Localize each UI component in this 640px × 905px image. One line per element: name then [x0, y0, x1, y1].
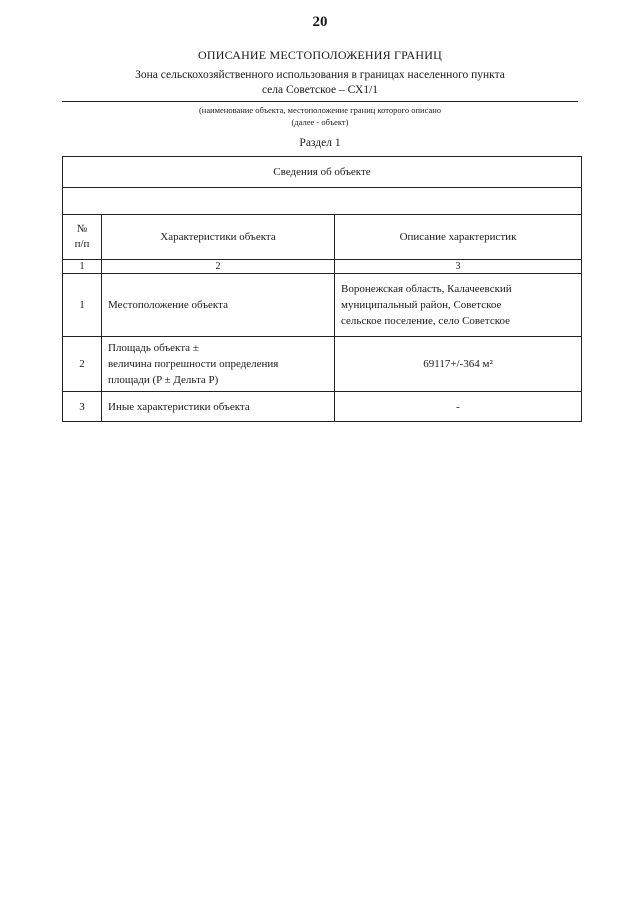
description-line: сельское поселение, село Советское	[341, 315, 511, 327]
col-header-description: Описание характеристик	[335, 215, 582, 260]
col-header-characteristics: Характеристики объекта	[102, 215, 335, 260]
characteristic-line: Площадь объекта ±	[108, 342, 199, 354]
col-header-number	[63, 215, 102, 260]
table-blank-row	[63, 188, 582, 215]
object-info-table	[62, 156, 582, 422]
description-line: муниципальный район, Советское	[341, 299, 502, 311]
characteristic-line: площади (P ± Дельта P)	[108, 374, 219, 386]
row-characteristic: Местоположение объекта	[102, 274, 335, 337]
table-row	[63, 392, 582, 422]
description-line: Воронежская область, Калачеевский	[341, 283, 512, 295]
characteristic-line: величина погрешности определения	[108, 358, 279, 370]
row-characteristic	[102, 337, 335, 392]
caption-line-1: (наименование объекта, местоположение границ которого описано	[198, 105, 442, 115]
row-number: 3	[63, 392, 102, 422]
table-row	[63, 337, 582, 392]
row-description	[335, 274, 582, 337]
column-number-2: 2	[102, 260, 335, 274]
document-subtitle	[62, 68, 578, 98]
subtitle-line-1: Зона сельскохозяйственного использования в границах населенного пункта	[135, 69, 505, 81]
row-number: 1	[63, 274, 102, 337]
row-description: 69117+/-364 м²	[335, 337, 582, 392]
table-header-row	[63, 215, 582, 260]
col-header-number-line-2: п/п	[74, 238, 90, 250]
row-characteristic: Иные характеристики объекта	[102, 392, 335, 422]
underline-rule	[62, 101, 578, 102]
column-number-3: 3	[335, 260, 582, 274]
column-number-1: 1	[63, 260, 102, 274]
subtitle-line-2: села Советское – СХ1/1	[261, 84, 379, 96]
col-header-number-line-1: №	[76, 223, 88, 235]
column-number-row	[63, 260, 582, 274]
page-number: 20	[312, 14, 328, 30]
table-row	[63, 274, 582, 337]
table-title: Сведения об объекте	[63, 157, 582, 188]
caption-line-2: (далее - объект)	[291, 117, 349, 127]
row-description: -	[335, 392, 582, 422]
object-caption	[62, 104, 578, 128]
section-label: Раздел 1	[299, 137, 341, 149]
document-title: ОПИСАНИЕ МЕСТОПОЛОЖЕНИЯ ГРАНИЦ	[198, 48, 442, 62]
row-number: 2	[63, 337, 102, 392]
